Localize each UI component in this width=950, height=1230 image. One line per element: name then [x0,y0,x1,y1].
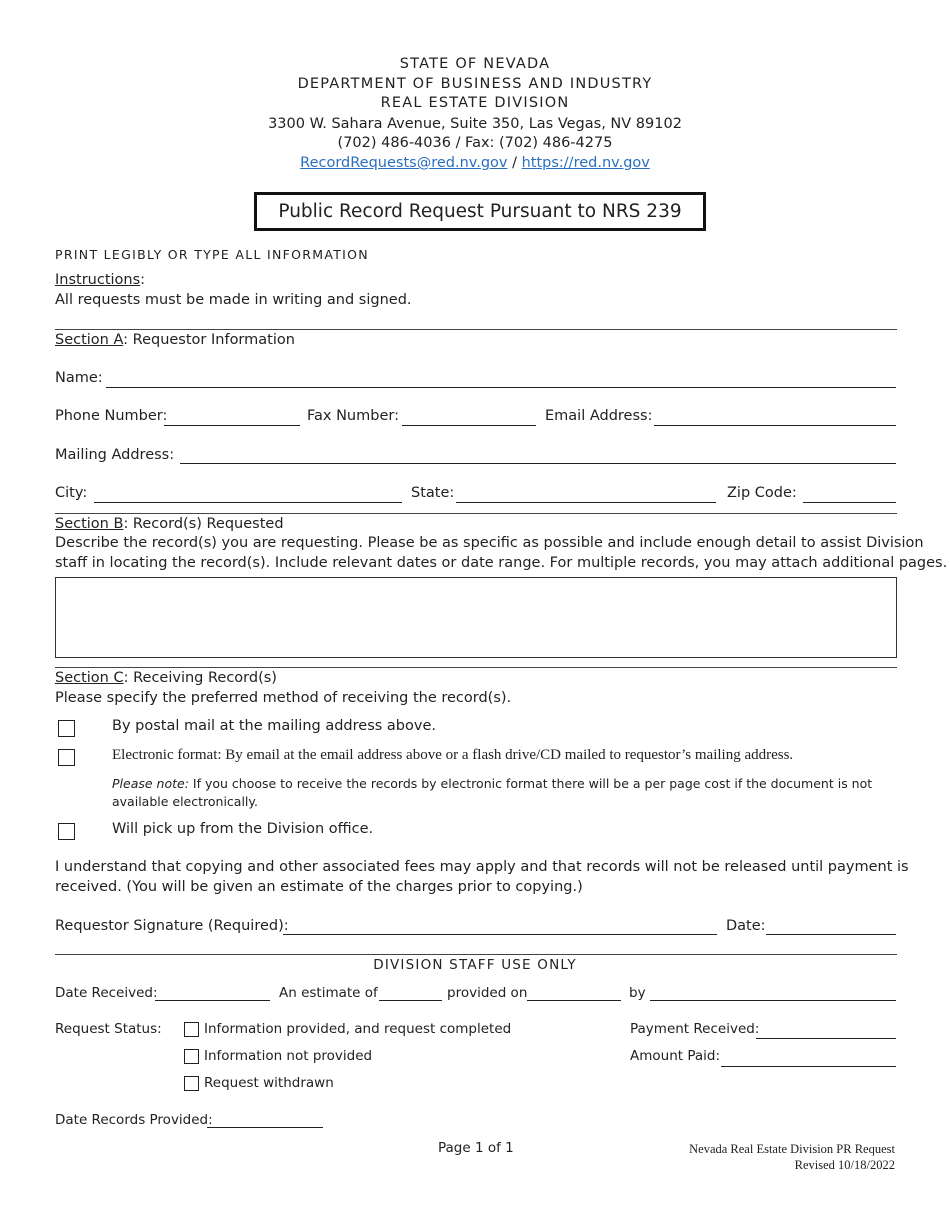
staff-heading: DIVISION STAFF USE ONLY [373,957,577,973]
date-records-provided-label: Date Records Provided: [55,1112,213,1128]
section-b-label: Section B [55,516,124,532]
note-text: If you choose to receive the records by electronic format there will be a per page cost if the document is not [192,776,873,791]
agency-contact-links [0,155,950,171]
name-field[interactable] [106,387,896,388]
section-b-description-line2: staff in locating the record(s). Include relevant dates or date range. For multiple records, you may attach additional pages. [55,555,948,571]
signature-label: Requestor Signature (Required): [55,918,289,934]
payment-received-label: Payment Received: [630,1021,760,1037]
estimate-of-label: An estimate of [279,985,378,1001]
link-separator: / [512,155,517,171]
section-b-description-line1: Describe the record(s) you are requesting. Please be as specific as possible and include enough detail to assist Division [55,535,924,551]
amount-paid-field[interactable] [721,1066,896,1067]
fees-text-line1: I understand that copying and other associated fees may apply and that records will not be released until payment is [55,859,909,875]
postal-mail-label: By postal mail at the mailing address above. [112,718,436,734]
instructions-label: Instructions [55,272,141,288]
status-withdrawn-label: Request withdrawn [204,1075,334,1091]
section-b-divider [55,513,897,514]
section-a-divider [55,329,897,330]
zip-label: Zip Code: [727,485,797,501]
agency-state: STATE OF NEVADA [399,56,551,72]
note-label: Please note: [112,776,189,791]
signature-date-field[interactable] [766,934,896,935]
phone-label: Phone Number: [55,408,168,424]
electronic-format-label: Electronic format: By email at the email address above or a flash drive/CD mailed to requestor’s mailing address. [112,747,794,763]
section-a-heading [55,332,295,348]
instructions-colon: : [140,272,146,288]
footer-revised: Revised 10/18/2022 [794,1158,895,1172]
form-title: Public Record Request Pursuant to NRS 239 [254,192,706,231]
agency-department: DEPARTMENT OF BUSINESS AND INDUSTRY [297,76,653,92]
fax-label: Fax Number: [307,408,399,424]
email-link[interactable]: RecordRequests@red.nv.gov [300,155,508,171]
date-records-provided-field[interactable] [207,1127,323,1128]
section-c-divider [55,667,897,668]
instructions-text: All requests must be made in writing and signed. [55,292,412,308]
estimate-field[interactable] [379,1000,442,1001]
agency-address: 3300 W. Sahara Avenue, Suite 350, Las Vegas, NV 89102 [268,116,682,132]
signature-date-label: Date: [726,918,766,934]
footer-form-name: Nevada Real Estate Division PR Request [689,1142,895,1156]
by-field[interactable] [650,1000,896,1001]
mailing-field[interactable] [180,463,896,464]
staff-divider [55,954,897,955]
status-not-provided-label: Information not provided [204,1048,373,1064]
request-status-label: Request Status: [55,1021,162,1037]
city-label: City: [55,485,88,501]
section-c-heading [55,670,277,686]
mailing-label: Mailing Address: [55,447,175,463]
status-completed-label: Information provided, and request completed [204,1021,512,1037]
website-link[interactable]: https://red.nv.gov [521,155,650,171]
email-field[interactable] [654,425,896,426]
section-b-heading [55,516,284,532]
electronic-format-checkbox[interactable] [58,749,75,766]
state-field[interactable] [456,502,716,503]
section-c-intro: Please specify the preferred method of receiving the record(s). [55,690,512,706]
records-description-input[interactable] [55,577,897,658]
name-label: Name: [55,370,103,386]
print-legibly-note: PRINT LEGIBLY OR TYPE ALL INFORMATION [55,247,369,262]
postal-mail-checkbox[interactable] [58,720,75,737]
agency-phone-fax: (702) 486-4036 / Fax: (702) 486-4275 [337,135,613,151]
phone-field[interactable] [164,425,300,426]
fax-field[interactable] [402,425,536,426]
provided-on-label: provided on [447,985,528,1001]
section-a-title: : Requestor Information [123,332,295,348]
electronic-note-line2: available electronically. [112,794,258,809]
agency-division: REAL ESTATE DIVISION [380,95,570,111]
pickup-label: Will pick up from the Division office. [112,821,374,837]
status-not-provided-checkbox[interactable] [184,1049,199,1064]
email-label: Email Address: [545,408,653,424]
by-label: by [629,985,646,1001]
zip-field[interactable] [803,502,896,503]
date-received-label: Date Received: [55,985,158,1001]
electronic-note-line1 [112,776,872,791]
pickup-checkbox[interactable] [58,823,75,840]
date-received-field[interactable] [155,1000,270,1001]
section-b-title: : Record(s) Requested [123,516,284,532]
section-c-label: Section C [55,670,124,686]
section-c-title: : Receiving Record(s) [123,670,277,686]
status-completed-checkbox[interactable] [184,1022,199,1037]
fees-text-line2: received. (You will be given an estimate of the charges prior to copying.) [55,879,583,895]
payment-received-field[interactable] [756,1038,896,1039]
instructions-heading [55,272,145,288]
status-withdrawn-checkbox[interactable] [184,1076,199,1091]
provided-on-field[interactable] [527,1000,621,1001]
amount-paid-label: Amount Paid: [630,1048,721,1064]
city-field[interactable] [94,502,402,503]
signature-field[interactable] [283,934,717,935]
page-number: Page 1 of 1 [438,1140,514,1156]
section-a-label: Section A [55,332,124,348]
state-label: State: [411,485,455,501]
